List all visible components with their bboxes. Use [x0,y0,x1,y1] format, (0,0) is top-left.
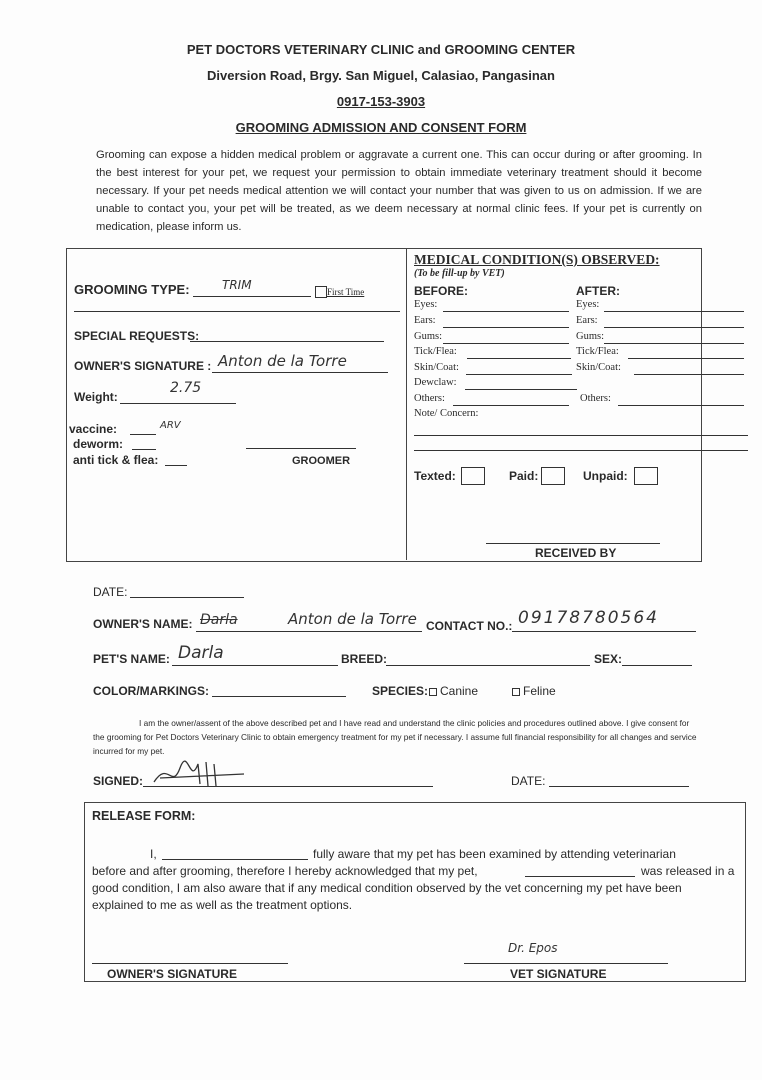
after-row-field[interactable] [618,405,744,406]
before-row-label: Ears: [414,315,436,326]
pet-name-field[interactable] [172,665,338,666]
weight-value: 2.75 [170,380,202,396]
release-line5: explained to me as well as the treatment options. [92,898,353,912]
received-by-field[interactable] [486,543,660,544]
feline-checkbox[interactable] [512,688,520,696]
owner-name-value: Anton de la Torre [288,610,417,628]
before-row-field[interactable] [453,405,569,406]
vaccine-field[interactable] [130,434,156,435]
sex-field[interactable] [622,665,692,666]
owner-signature-label: OWNER'S SIGNATURE : [74,359,212,373]
first-time-checkbox[interactable] [315,286,327,298]
after-row-field[interactable] [604,311,744,312]
unpaid-checkbox[interactable] [634,467,658,485]
vet-signature-value: Dr. Epos [508,941,558,955]
release-owner-sig-field[interactable] [92,963,288,964]
clinic-address: Diversion Road, Brgy. San Miguel, Calasiao, Pangasinan [207,68,555,83]
clinic-phone: 0917-153-3903 [336,94,426,109]
consent-paragraph: I am the owner/assent of the above described pet and I have read and understand the clinic policies and procedures outlined above. I give consent for the grooming for Pet Doctors Veterinary Clinic to obtain emergency treatment for my pet if necessary. I assume full financial responsibility for all changes and service incurred for my pet. [93,718,697,756]
paid-label: Paid: [509,469,539,483]
after-row-label: Tick/Flea: [576,346,619,357]
before-row-field[interactable] [443,343,569,344]
vaccine-label: vaccine: [69,422,118,436]
contact-value: 09178780564 [518,608,659,628]
release-line2: before and after grooming, therefore I hereby acknowledged that my pet, [92,864,478,878]
texted-label: Texted: [414,469,456,483]
after-row-field[interactable] [634,374,744,375]
unpaid-label: Unpaid: [583,469,628,483]
groomer-field[interactable] [246,448,356,449]
intro-paragraph: Grooming can expose a hidden medical problem or aggravate a current one. This can occur during or after grooming. In the best interest for your pet, we request your permission to obtain immediate veterinary treatment should it become necessary. If your pet needs medical attention we will contact your number that was given to us on admission. If we are unable to contact you, your pet will be treated, as we deem necessary at normal clinic fees. If your pet is currently on medication, please inform us. [96,149,702,233]
before-label: BEFORE: [414,284,468,298]
after-row-field[interactable] [628,358,744,359]
signed-date-label: DATE: [511,774,546,788]
before-row-field[interactable] [443,311,569,312]
color-field[interactable] [212,696,346,697]
contact-field[interactable] [512,631,696,632]
contact-label: CONTACT NO.: [426,619,513,633]
texted-checkbox[interactable] [461,467,485,485]
canine-checkbox[interactable] [429,688,437,696]
weight-label: Weight: [74,390,118,404]
color-label: COLOR/MARKINGS: [93,684,209,698]
before-row-label: Gums: [414,331,443,342]
date-label: DATE: [93,585,128,599]
feline-label: Feline [523,684,556,698]
breed-field[interactable] [386,665,590,666]
after-row-label: Skin/Coat: [576,362,621,373]
release-line3: was released in a [641,864,735,878]
deworm-label: deworm: [73,437,124,451]
before-row-label: Skin/Coat: [414,362,459,373]
species-label: SPECIES: [372,684,429,698]
medical-title: MEDICAL CONDITION(S) OBSERVED: [414,252,660,267]
grooming-type-value: TRIM [222,278,252,292]
pet-name-label: PET'S NAME: [93,652,170,666]
canine-label: Canine [440,684,479,698]
received-by-label: RECEIVED BY [535,546,617,560]
sex-label: SEX: [594,652,623,666]
vet-sig-field[interactable] [464,963,668,964]
after-row-label: Eyes: [576,299,600,310]
before-row-field[interactable] [443,327,569,328]
after-label: AFTER: [576,284,620,298]
signed-date-field[interactable] [549,786,689,787]
before-row-label: Others: [414,393,445,404]
after-row-label: Others: [580,393,611,404]
before-row-label: Tick/Flea: [414,346,457,357]
clinic-name: PET DOCTORS VETERINARY CLINIC and GROOMING CENTER [186,42,576,57]
first-time-label: First Time [327,287,365,297]
paid-checkbox[interactable] [541,467,565,485]
owner-name-field[interactable] [196,631,422,632]
owner-signature-field[interactable] [212,372,388,373]
deworm-field[interactable] [132,449,156,450]
note-label: Note/ Concern: [414,408,479,419]
note-line-2[interactable] [414,450,748,451]
release-line1: fully aware that my pet has been examined by attending veterinarian [313,847,676,861]
release-name-field[interactable] [162,859,308,860]
tick-flea-label: anti tick & flea: [73,453,159,467]
breed-label: BREED: [341,652,388,666]
pet-name-value: Darla [178,643,224,663]
groomer-label: GROOMER [292,455,351,467]
date-field[interactable] [130,597,244,598]
vaccine-value: ARV [160,420,181,431]
column-divider [406,248,407,560]
special-requests-field[interactable] [190,341,384,342]
after-row-field[interactable] [604,343,744,344]
vet-sig-label: VET SIGNATURE [510,967,607,981]
after-row-field[interactable] [604,327,744,328]
before-row-field[interactable] [465,389,577,390]
after-row-label: Gums: [576,331,605,342]
before-row-label: Eyes: [414,299,438,310]
before-row-label: Dewclaw: [414,377,457,388]
grooming-extra-line [74,311,400,312]
weight-field[interactable] [120,403,236,404]
release-title: RELEASE FORM: [92,809,196,823]
note-line-1[interactable] [414,435,748,436]
owner-signature-value: Anton de la Torre [218,352,347,370]
special-requests-label: SPECIAL REQUESTS: [74,329,200,343]
owner-name-struck: Darla [200,612,238,628]
before-row-field[interactable] [466,374,572,375]
grooming-type-label: GROOMING TYPE: [74,282,190,297]
owner-name-label: OWNER'S NAME: [93,617,193,631]
release-owner-sig-label: OWNER'S SIGNATURE [107,967,237,981]
grooming-type-field[interactable] [193,296,311,297]
form-title: GROOMING ADMISSION AND CONSENT FORM [235,120,527,135]
after-row-label: Ears: [576,315,598,326]
signed-label: SIGNED: [93,774,144,788]
tick-flea-field[interactable] [165,465,187,466]
release-pet-field[interactable] [525,876,635,877]
medical-subtitle: (To be fill-up by VET) [414,268,505,279]
release-line4: good condition, I am also aware that if any medical condition observed by the vet concerning my pet have been [92,881,682,895]
before-row-field[interactable] [467,358,571,359]
release-i: I, [150,847,157,861]
owner-signature-scribble [150,756,250,792]
